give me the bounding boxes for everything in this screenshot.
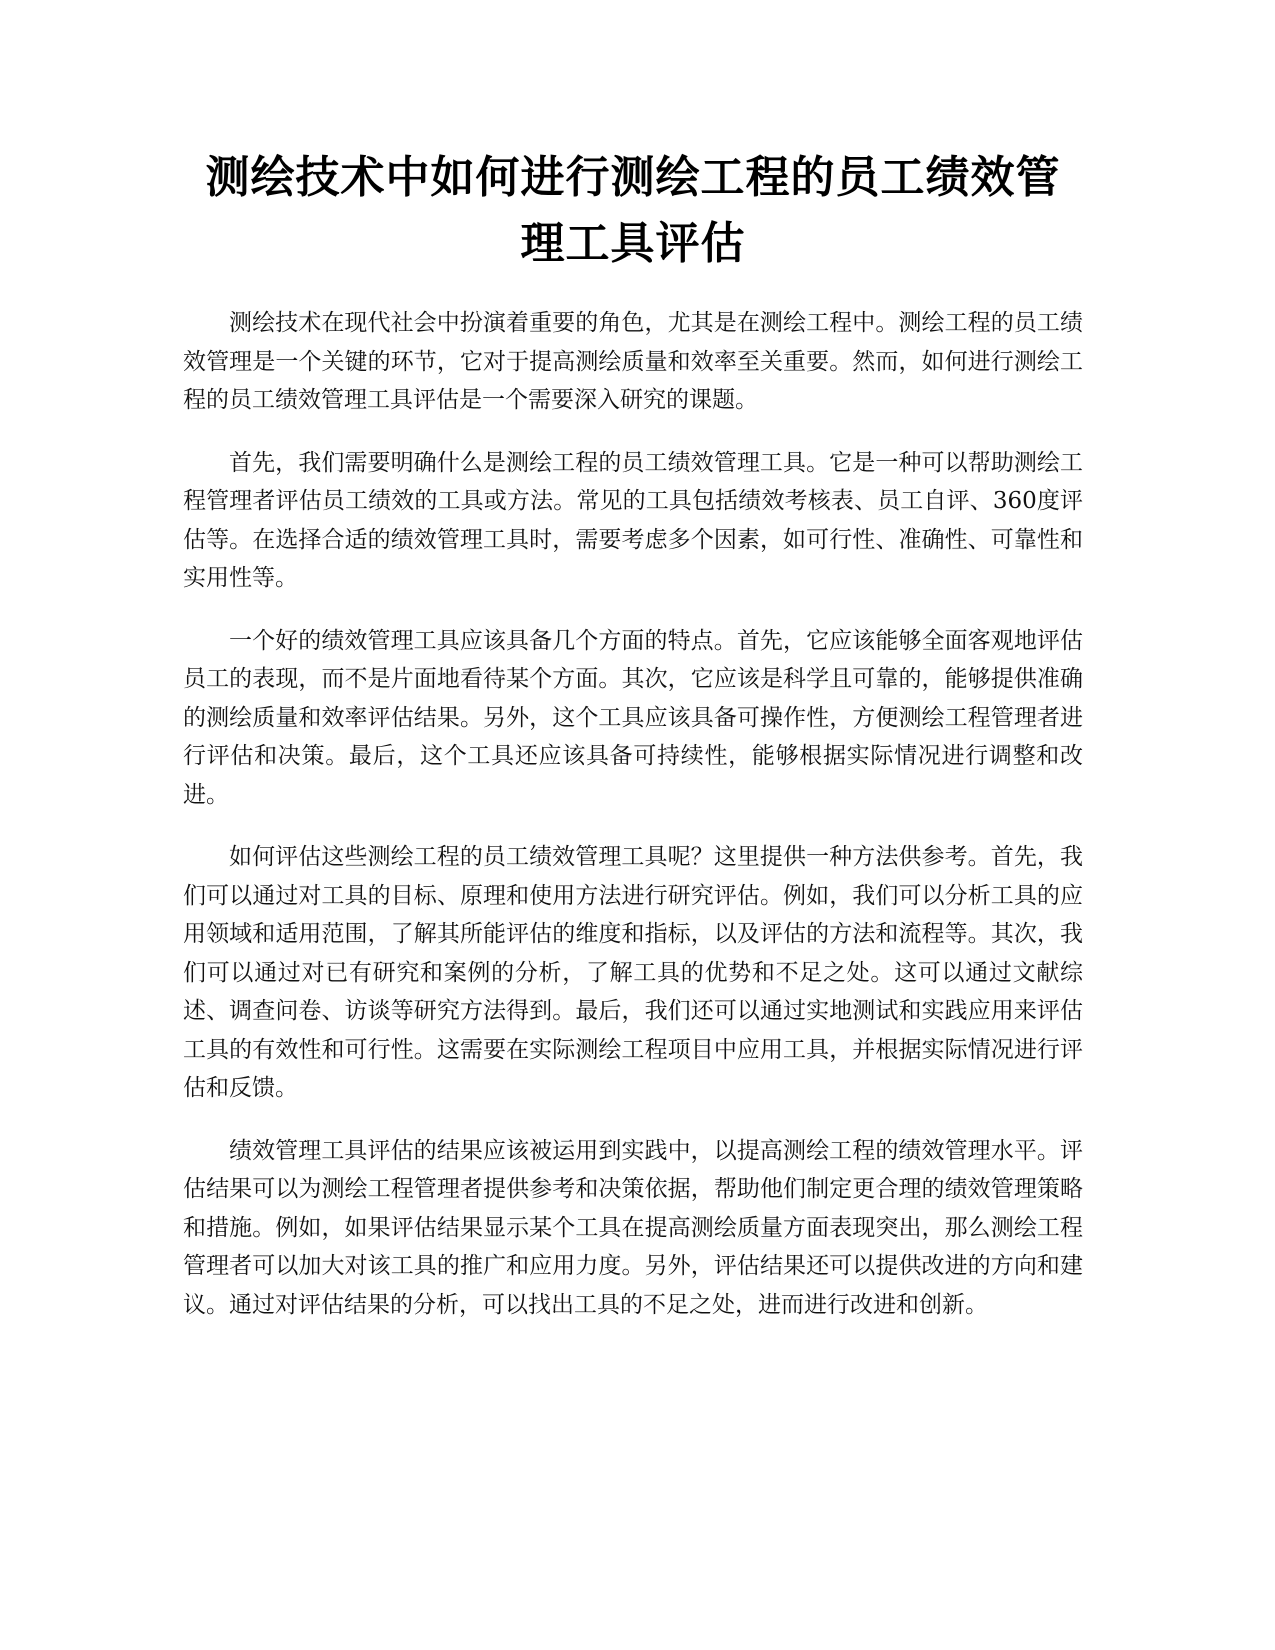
paragraph-2: 首先，我们需要明确什么是测绘工程的员工绩效管理工具。它是一种可以帮助测绘工程管理者评估员工绩效的工具或方法。常见的工具包括绩效考核表、员工自评、360度评估等。在选择合适的绩效管理工具时，需要考虑多个因素，如可行性、准确性、可靠性和实用性等。 xyxy=(183,449,1083,591)
paragraph-4: 如何评估这些测绘工程的员工绩效管理工具呢？这里提供一种方法供参考。首先，我们可以通过对工具的目标、原理和使用方法进行研究评估。例如，我们可以分析工具的应用领域和适用范围，了解其所能评估的维度和指标，以及评估的方法和流程等。其次，我们可以通过对已有研究和案例的分析，了解工具的优势和不足之处。这可以通过文献综述、调查问卷、访谈等研究方法得到。最后，我们还可以通过实地测试和实践应用来评估工具的有效性和可行性。这需要在实际测绘工程项目中应用工具，并根据实际情况进行评估和反馈。 xyxy=(183,844,1083,1101)
title-line-2: 理工具评估 xyxy=(520,218,746,269)
paragraph-5: 绩效管理工具评估的结果应该被运用到实践中，以提高测绘工程的绩效管理水平。评估结果可以为测绘工程管理者提供参考和决策依据，帮助他们制定更合理的绩效管理策略和措施。例如，如果评估结果显示某个工具在提高测绘质量方面表现突出，那么测绘工程管理者可以加大对该工具的推广和应用力度。另外，评估结果还可以提供改进的方向和建议。通过对评估结果的分析，可以找出工具的不足之处，进而进行改进和创新。 xyxy=(183,1137,1083,1318)
document-title xyxy=(183,145,1083,277)
document-body xyxy=(183,304,1083,1324)
paragraph-1: 测绘技术在现代社会中扮演着重要的角色，尤其是在测绘工程中。测绘工程的员工绩效管理是一个关键的环节，它对于提高测绘质量和效率至关重要。然而，如何进行测绘工程的员工绩效管理工具评估是一个需要深入研究的课题。 xyxy=(183,310,1083,413)
paragraph-3: 一个好的绩效管理工具应该具备几个方面的特点。首先，它应该能够全面客观地评估员工的表现，而不是片面地看待某个方面。其次，它应该是科学且可靠的，能够提供准确的测绘质量和效率评估结果。另外，这个工具应该具备可操作性，方便测绘工程管理者进行评估和决策。最后，这个工具还应该具备可持续性，能够根据实际情况进行调整和改进。 xyxy=(183,627,1083,808)
title-line-1: 测绘技术中如何进行测绘工程的员工绩效管 xyxy=(205,152,1061,203)
document-page xyxy=(183,145,1083,1348)
